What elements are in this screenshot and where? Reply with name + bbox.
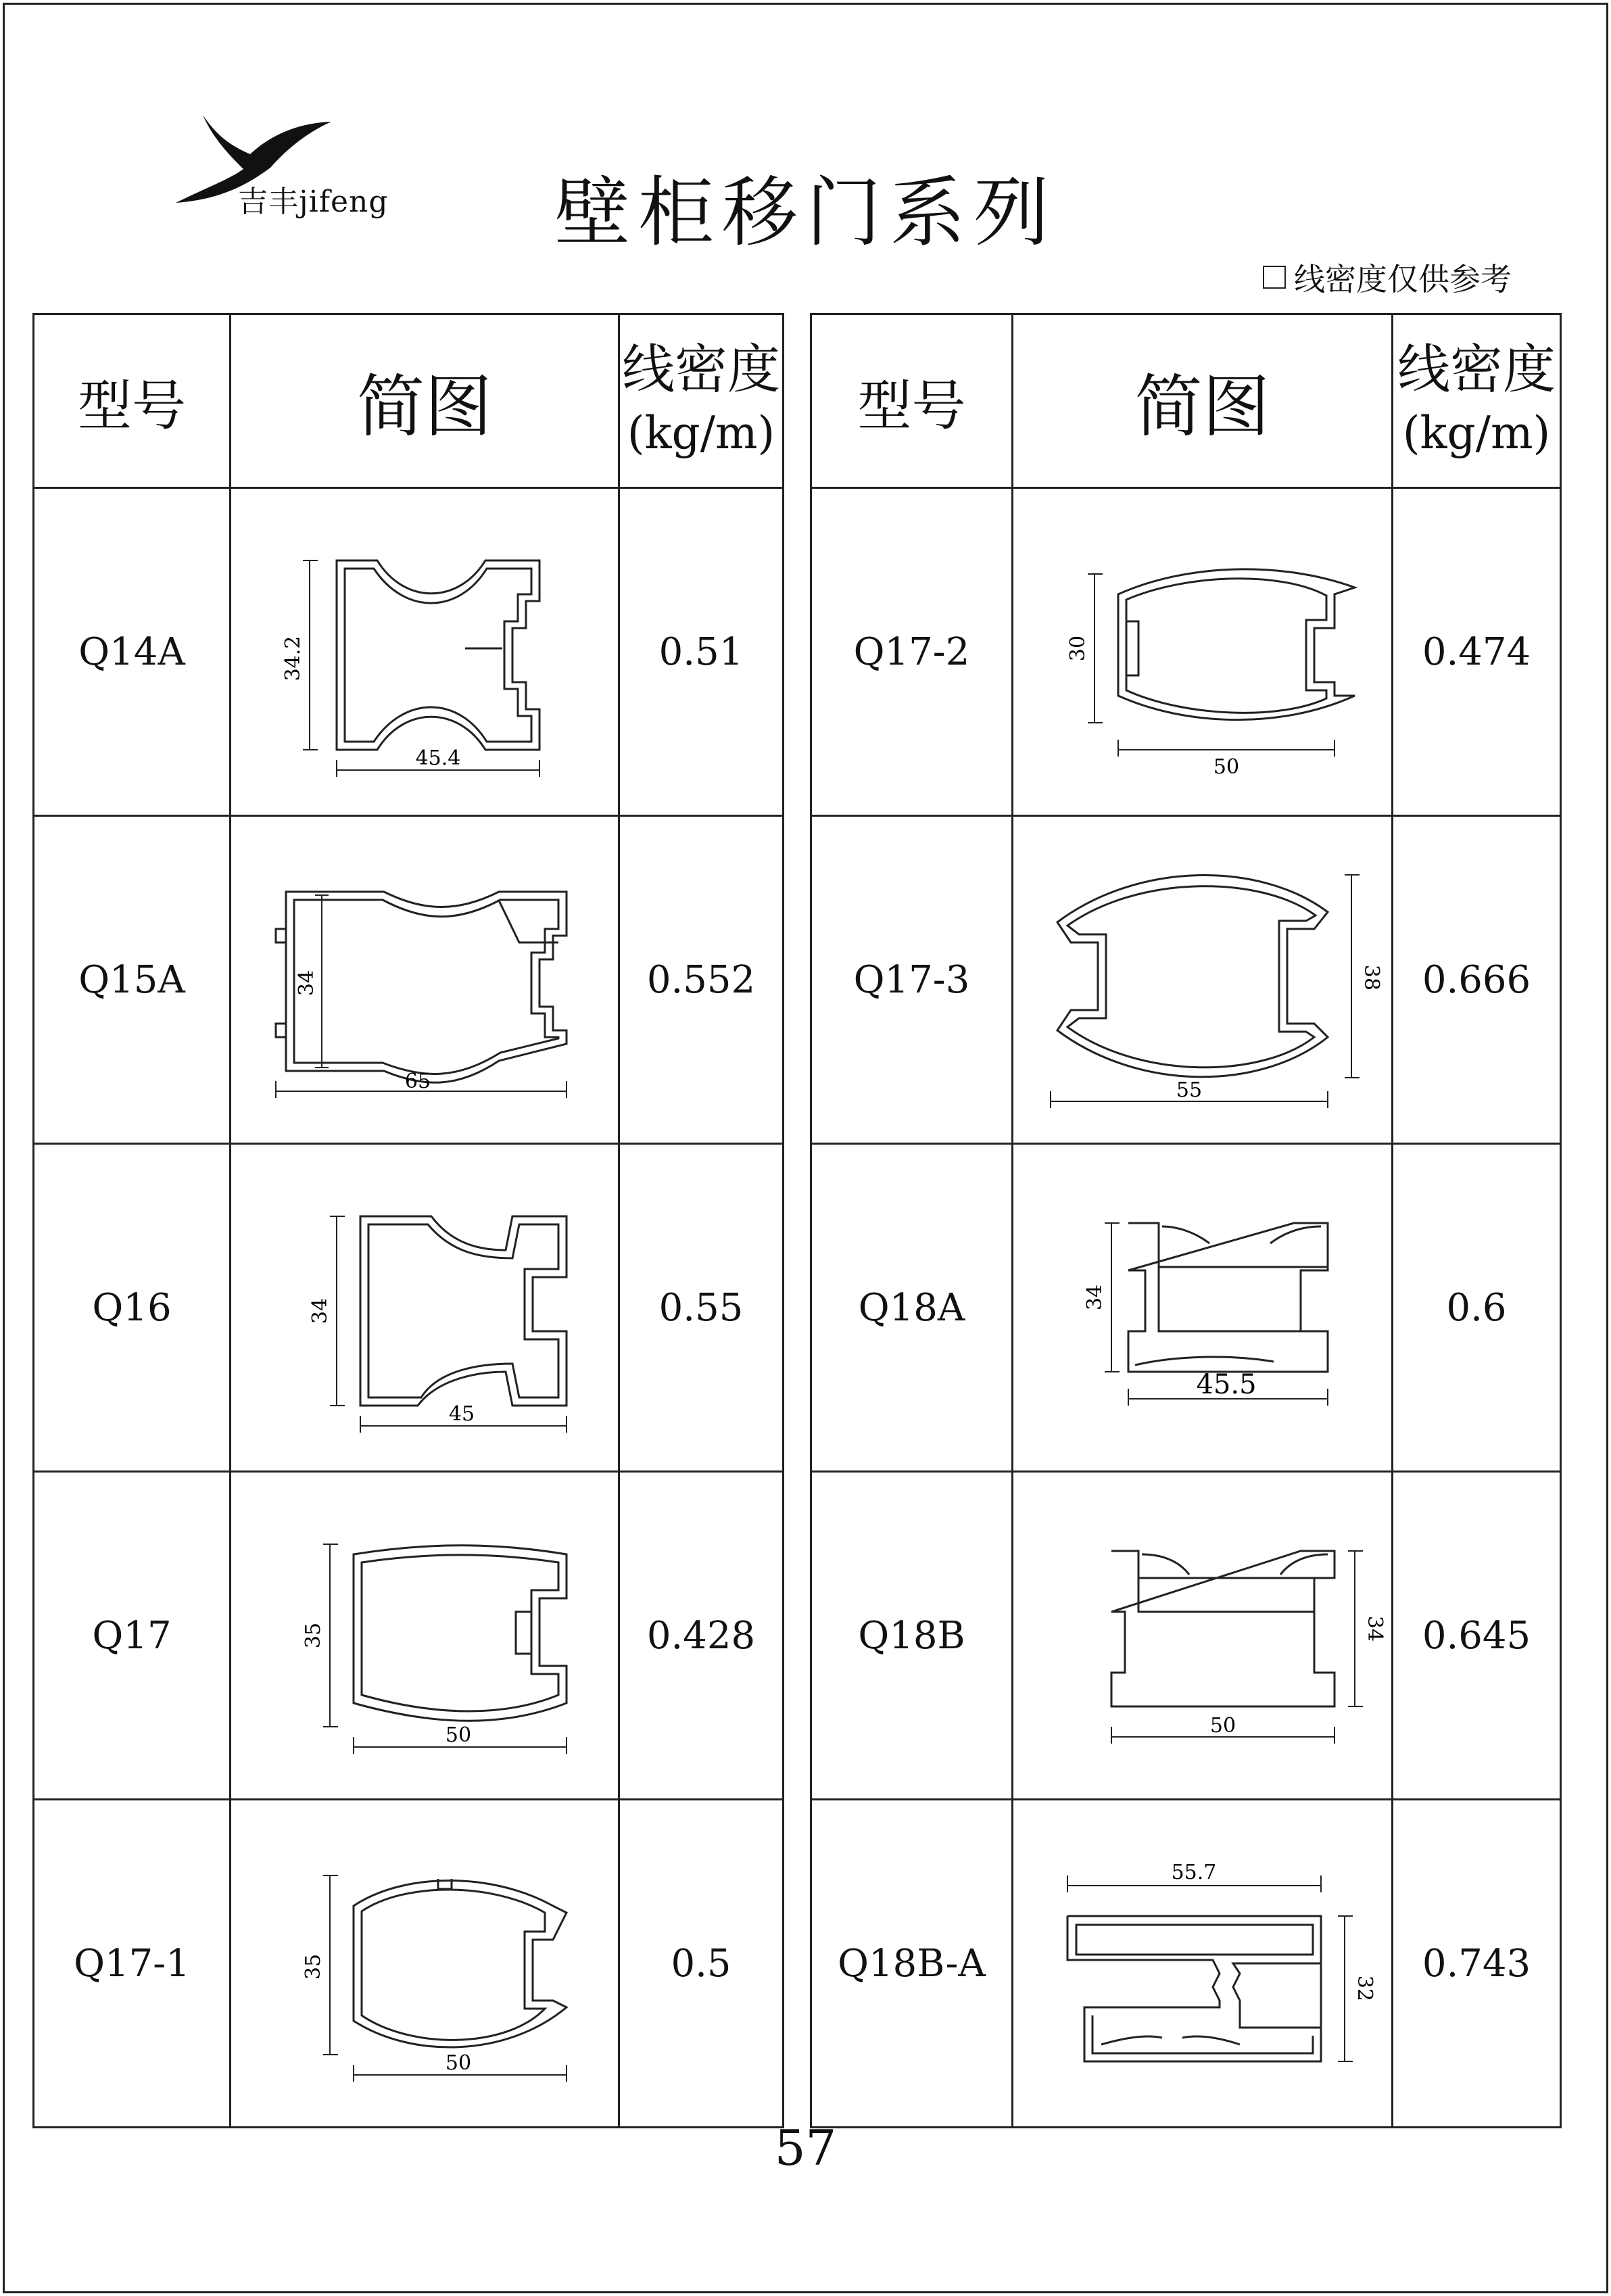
dimension-height: 35 [302, 1622, 325, 1649]
table-row [811, 816, 1561, 1144]
profile-q17-drawing [235, 1477, 614, 1794]
sketch-cell [1013, 1800, 1393, 2128]
model-cell: Q17-2 [811, 488, 1013, 816]
page-number: 57 [774, 2120, 837, 2176]
dimension-height: 35 [302, 1953, 325, 1980]
sketch-cell [231, 816, 619, 1144]
dimension-height: 34 [1362, 1615, 1387, 1642]
density-cell: 0.666 [1393, 816, 1561, 1144]
page-title: 壁柜移门系列 [554, 169, 1057, 257]
profile-q17-2-drawing [1017, 493, 1389, 811]
header-density [1393, 314, 1561, 488]
density-cell: 0.645 [1393, 1472, 1561, 1800]
density-cell: 0.552 [619, 816, 784, 1144]
density-cell: 0.743 [1393, 1800, 1561, 2128]
model-cell: Q18B [811, 1472, 1013, 1800]
sketch-cell [231, 1472, 619, 1800]
dimension-width: 55 [1176, 1078, 1202, 1102]
table-row [34, 1472, 784, 1800]
dimension-width: 45.4 [415, 746, 461, 770]
header-sketch: 简图 [1013, 314, 1393, 488]
table-row [811, 1144, 1561, 1472]
header-density-label: 线密度 [1397, 339, 1556, 401]
header-density-unit: (kg/m) [627, 407, 775, 459]
profile-q17-1-drawing [235, 1804, 614, 2122]
dimension-width: 50 [1213, 755, 1239, 779]
profile-q18b-drawing [1017, 1477, 1389, 1794]
density-cell: 0.55 [619, 1144, 784, 1472]
profile-table-left [32, 313, 784, 2128]
disclaimer-note [1263, 255, 1512, 300]
sketch-cell [1013, 488, 1393, 816]
model-cell: Q17 [34, 1472, 231, 1800]
dimension-width: 45 [448, 1402, 475, 1426]
dimension-width: 45.5 [1195, 1369, 1257, 1400]
density-cell: 0.5 [619, 1800, 784, 2128]
header-density-unit: (kg/m) [1402, 407, 1551, 459]
model-cell: Q15A [34, 816, 231, 1144]
header-density-label: 线密度 [621, 339, 780, 401]
sketch-cell [1013, 1144, 1393, 1472]
dimension-width: 50 [1209, 1714, 1236, 1738]
dimension-height: 34 [308, 1297, 332, 1324]
header-model: 型号 [34, 314, 231, 488]
dimension-height: 34 [295, 970, 318, 997]
table-row [34, 488, 784, 816]
profile-q18b-a-drawing [1017, 1804, 1389, 2122]
profile-q17-3-drawing [1017, 821, 1389, 1139]
dimension-height: 34 [1082, 1284, 1107, 1311]
brand-name: 吉丰jifeng [238, 185, 389, 219]
sketch-cell [1013, 816, 1393, 1144]
profile-table-right [810, 313, 1562, 2128]
header-density [619, 314, 784, 488]
density-cell: 0.474 [1393, 488, 1561, 816]
sketch-cell [231, 1144, 619, 1472]
sketch-cell [231, 1800, 619, 2128]
model-cell: Q18A [811, 1144, 1013, 1472]
density-cell: 0.6 [1393, 1144, 1561, 1472]
sketch-cell [1013, 1472, 1393, 1800]
disclaimer-text: 线密度仅供参考 [1294, 261, 1512, 297]
table-row [34, 1800, 784, 2128]
dimension-width: 65 [404, 1070, 431, 1093]
table-row [811, 488, 1561, 816]
table-row [811, 1472, 1561, 1800]
sketch-cell [231, 488, 619, 816]
model-cell: Q14A [34, 488, 231, 816]
model-cell: Q17-1 [34, 1800, 231, 2128]
table-row [811, 1800, 1561, 2128]
dimension-height: 32 [1352, 1975, 1376, 2002]
profile-q16-drawing [235, 1149, 614, 1466]
dimension-height: 38 [1359, 964, 1383, 991]
model-cell: Q16 [34, 1144, 231, 1472]
model-cell: Q17-3 [811, 816, 1013, 1144]
table-header-row [811, 314, 1561, 488]
profile-q15a-drawing [235, 821, 614, 1139]
density-cell: 0.428 [619, 1472, 784, 1800]
profile-q14a-drawing [235, 493, 614, 811]
dimension-width: 55.7 [1171, 1861, 1216, 1884]
header-sketch: 简图 [231, 314, 619, 488]
header-model: 型号 [811, 314, 1013, 488]
dimension-height: 30 [1065, 635, 1090, 662]
profile-q18a-drawing [1017, 1149, 1389, 1466]
dimension-height: 34.2 [281, 636, 305, 681]
density-cell: 0.51 [619, 488, 784, 816]
table-row [34, 816, 784, 1144]
dimension-width: 50 [445, 2051, 472, 2075]
table-header-row [34, 314, 784, 488]
table-row [34, 1144, 784, 1472]
dimension-width: 50 [445, 1723, 472, 1747]
checkbox-square-icon [1263, 266, 1286, 289]
model-cell: Q18B-A [811, 1800, 1013, 2128]
